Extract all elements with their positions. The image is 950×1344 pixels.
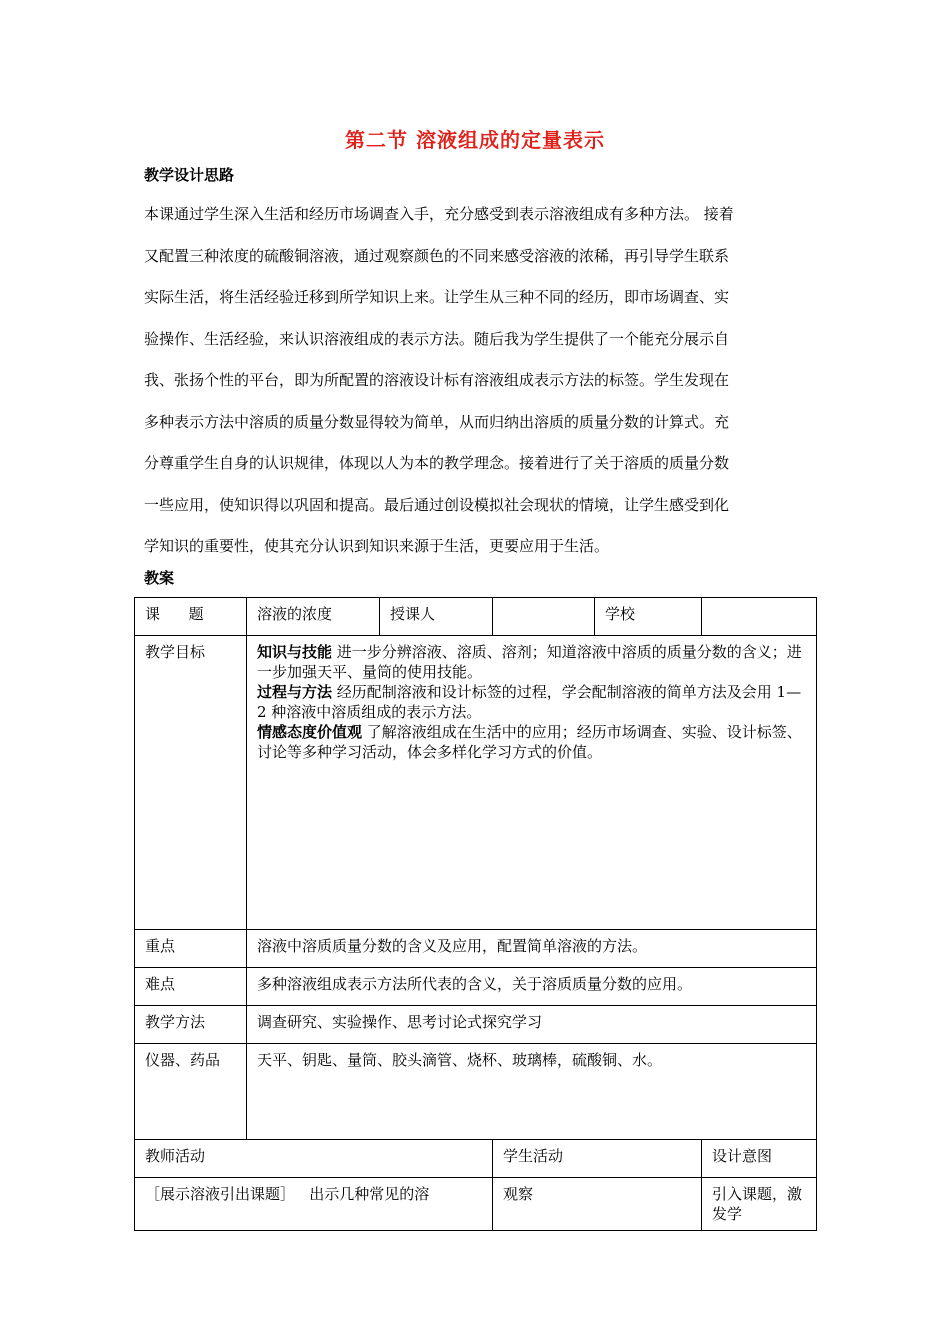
goals-content: [247, 636, 817, 930]
topic-label: 课 题: [135, 598, 247, 636]
teacher-label: 授课人: [380, 598, 493, 636]
table-row: [135, 930, 817, 968]
tools-value: 天平、钥匙、量筒、胶头滴管、烧杯、玻璃棒，硫酸铜、水。: [247, 1044, 817, 1140]
paragraph-line: 又配置三种浓度的硫酸铜溶液，通过观察颜色的不同来感受溶液的浓稀，再引导学生联系: [144, 246, 730, 265]
paragraph-line: 学知识的重要性，使其充分认识到知识来源于生活，更要应用于生活。: [144, 537, 610, 555]
table-row: [135, 1006, 817, 1044]
row1-student: 观察: [493, 1178, 702, 1231]
goal-knowledge-title: 知识与技能: [257, 643, 333, 661]
design-heading: 教学设计思路: [144, 166, 235, 184]
goal-process-title: 过程与方法: [257, 683, 333, 701]
key-label: 重点: [135, 930, 247, 968]
table-row: [135, 1044, 817, 1140]
lesson-plan-table: [134, 597, 817, 1231]
table-row: [135, 636, 817, 930]
difficult-label: 难点: [135, 968, 247, 1006]
design-paragraph: [144, 194, 810, 568]
goal-attitude: [257, 722, 806, 762]
paragraph-line: 我、张扬个性的平台，即为所配置的溶液设计标有溶液组成表示方法的标签。学生发现在: [144, 371, 730, 389]
key-value: 溶液中溶质质量分数的含义及应用，配置简单溶液的方法。: [247, 930, 817, 968]
student-activity-header: 学生活动: [493, 1140, 702, 1178]
paragraph-line: 实际生活，将生活经验迁移到所学知识上来。让学生从三种不同的经历，即市场调查、实: [144, 288, 730, 306]
table-row: [135, 968, 817, 1006]
paragraph-line: 验操作、生活经验，来认识溶液组成的表示方法。随后我为学生提供了一个能充分展示自: [144, 329, 730, 348]
goal-attitude-text: 了解溶液组成在生活中的应用；经历市场调查、实验、设计标签、讨论等多种学习活动，体会多样化学习方式的价值。: [257, 723, 802, 761]
table-row: [135, 598, 817, 636]
school-value: [702, 598, 817, 636]
topic-value: 溶液的浓度: [247, 598, 380, 636]
paragraph-line: 一些应用，使知识得以巩固和提高。最后通过创设模拟社会现状的情境，让学生感受到化: [144, 495, 730, 514]
plan-heading: 教案: [144, 569, 175, 587]
row1-teacher: ［展示溶液引出课题］ 出示几种常见的溶: [135, 1178, 493, 1231]
method-label: 教学方法: [135, 1006, 247, 1044]
paragraph-line: 分尊重学生自身的认识规律，体现以人为本的教学理念。接着进行了关于溶质的质量分数: [144, 454, 730, 472]
tools-label: 仪器、药品: [135, 1044, 247, 1140]
goal-process-text: 经历配制溶液和设计标签的过程，学会配制溶液的简单方法及会用 1—2 种溶液中溶质组成的表示方法。: [257, 683, 802, 721]
teacher-value: [493, 598, 595, 636]
goal-process: [257, 682, 806, 722]
teacher-activity-header: 教师活动: [135, 1140, 493, 1178]
goal-knowledge: [257, 642, 806, 682]
row1-intent: 引入课题，激发学: [702, 1178, 817, 1231]
goal-attitude-title: 情感态度价值观: [257, 723, 363, 741]
paragraph-line: 本课通过学生深入生活和经历市场调查入手，充分感受到表示溶液组成有多种方法。 接着: [144, 205, 734, 223]
goal-knowledge-text: 进一步分辨溶液、溶质、溶剂；知道溶液中溶质的质量分数的含义；进一步加强天平、量筒的使用技能。: [257, 643, 802, 681]
table-row: [135, 1140, 817, 1178]
table-row: [135, 1178, 817, 1231]
paragraph-line: 多种表示方法中溶质的质量分数显得较为简单，从而归纳出溶质的质量分数的计算式。充: [144, 412, 730, 431]
school-label: 学校: [595, 598, 702, 636]
page-title: 第二节 溶液组成的定量表示: [345, 128, 605, 152]
design-intent-header: 设计意图: [702, 1140, 817, 1178]
difficult-value: 多种溶液组成表示方法所代表的含义，关于溶质质量分数的应用。: [247, 968, 817, 1006]
method-value: 调查研究、实验操作、思考讨论式探究学习: [247, 1006, 817, 1044]
goals-label: 教学目标: [135, 636, 247, 930]
